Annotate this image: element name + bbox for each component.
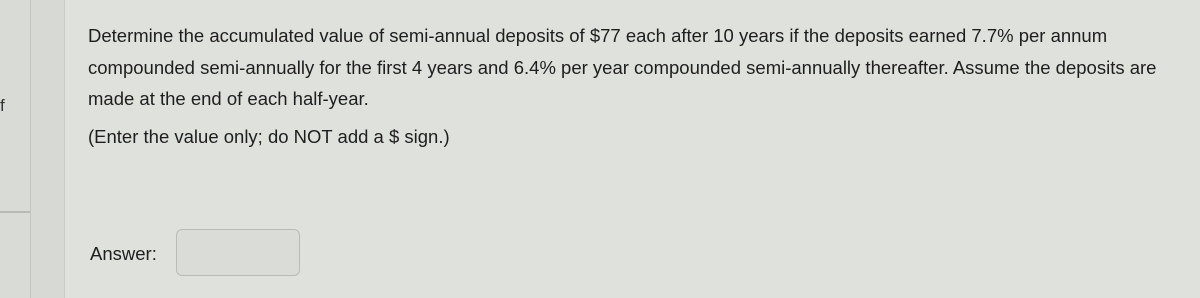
answer-label: Answer:: [90, 243, 157, 264]
left-adjacent-panel: [0, 0, 31, 298]
question-text: Determine the accumulated value of semi-annual deposits of $77 each after 10 years if the deposits earned 7.7% per annum compounded semi-annually for the first 4 years and 6.4% per year compounded semi-annually thereafter. Assume the deposits are made at the end of each half-year.: [88, 25, 1157, 109]
answer-instruction: (Enter the value only; do NOT add a $ sign.): [88, 126, 450, 147]
answer-input[interactable]: [176, 229, 300, 276]
left-panel-text-fragment: f: [0, 96, 5, 115]
